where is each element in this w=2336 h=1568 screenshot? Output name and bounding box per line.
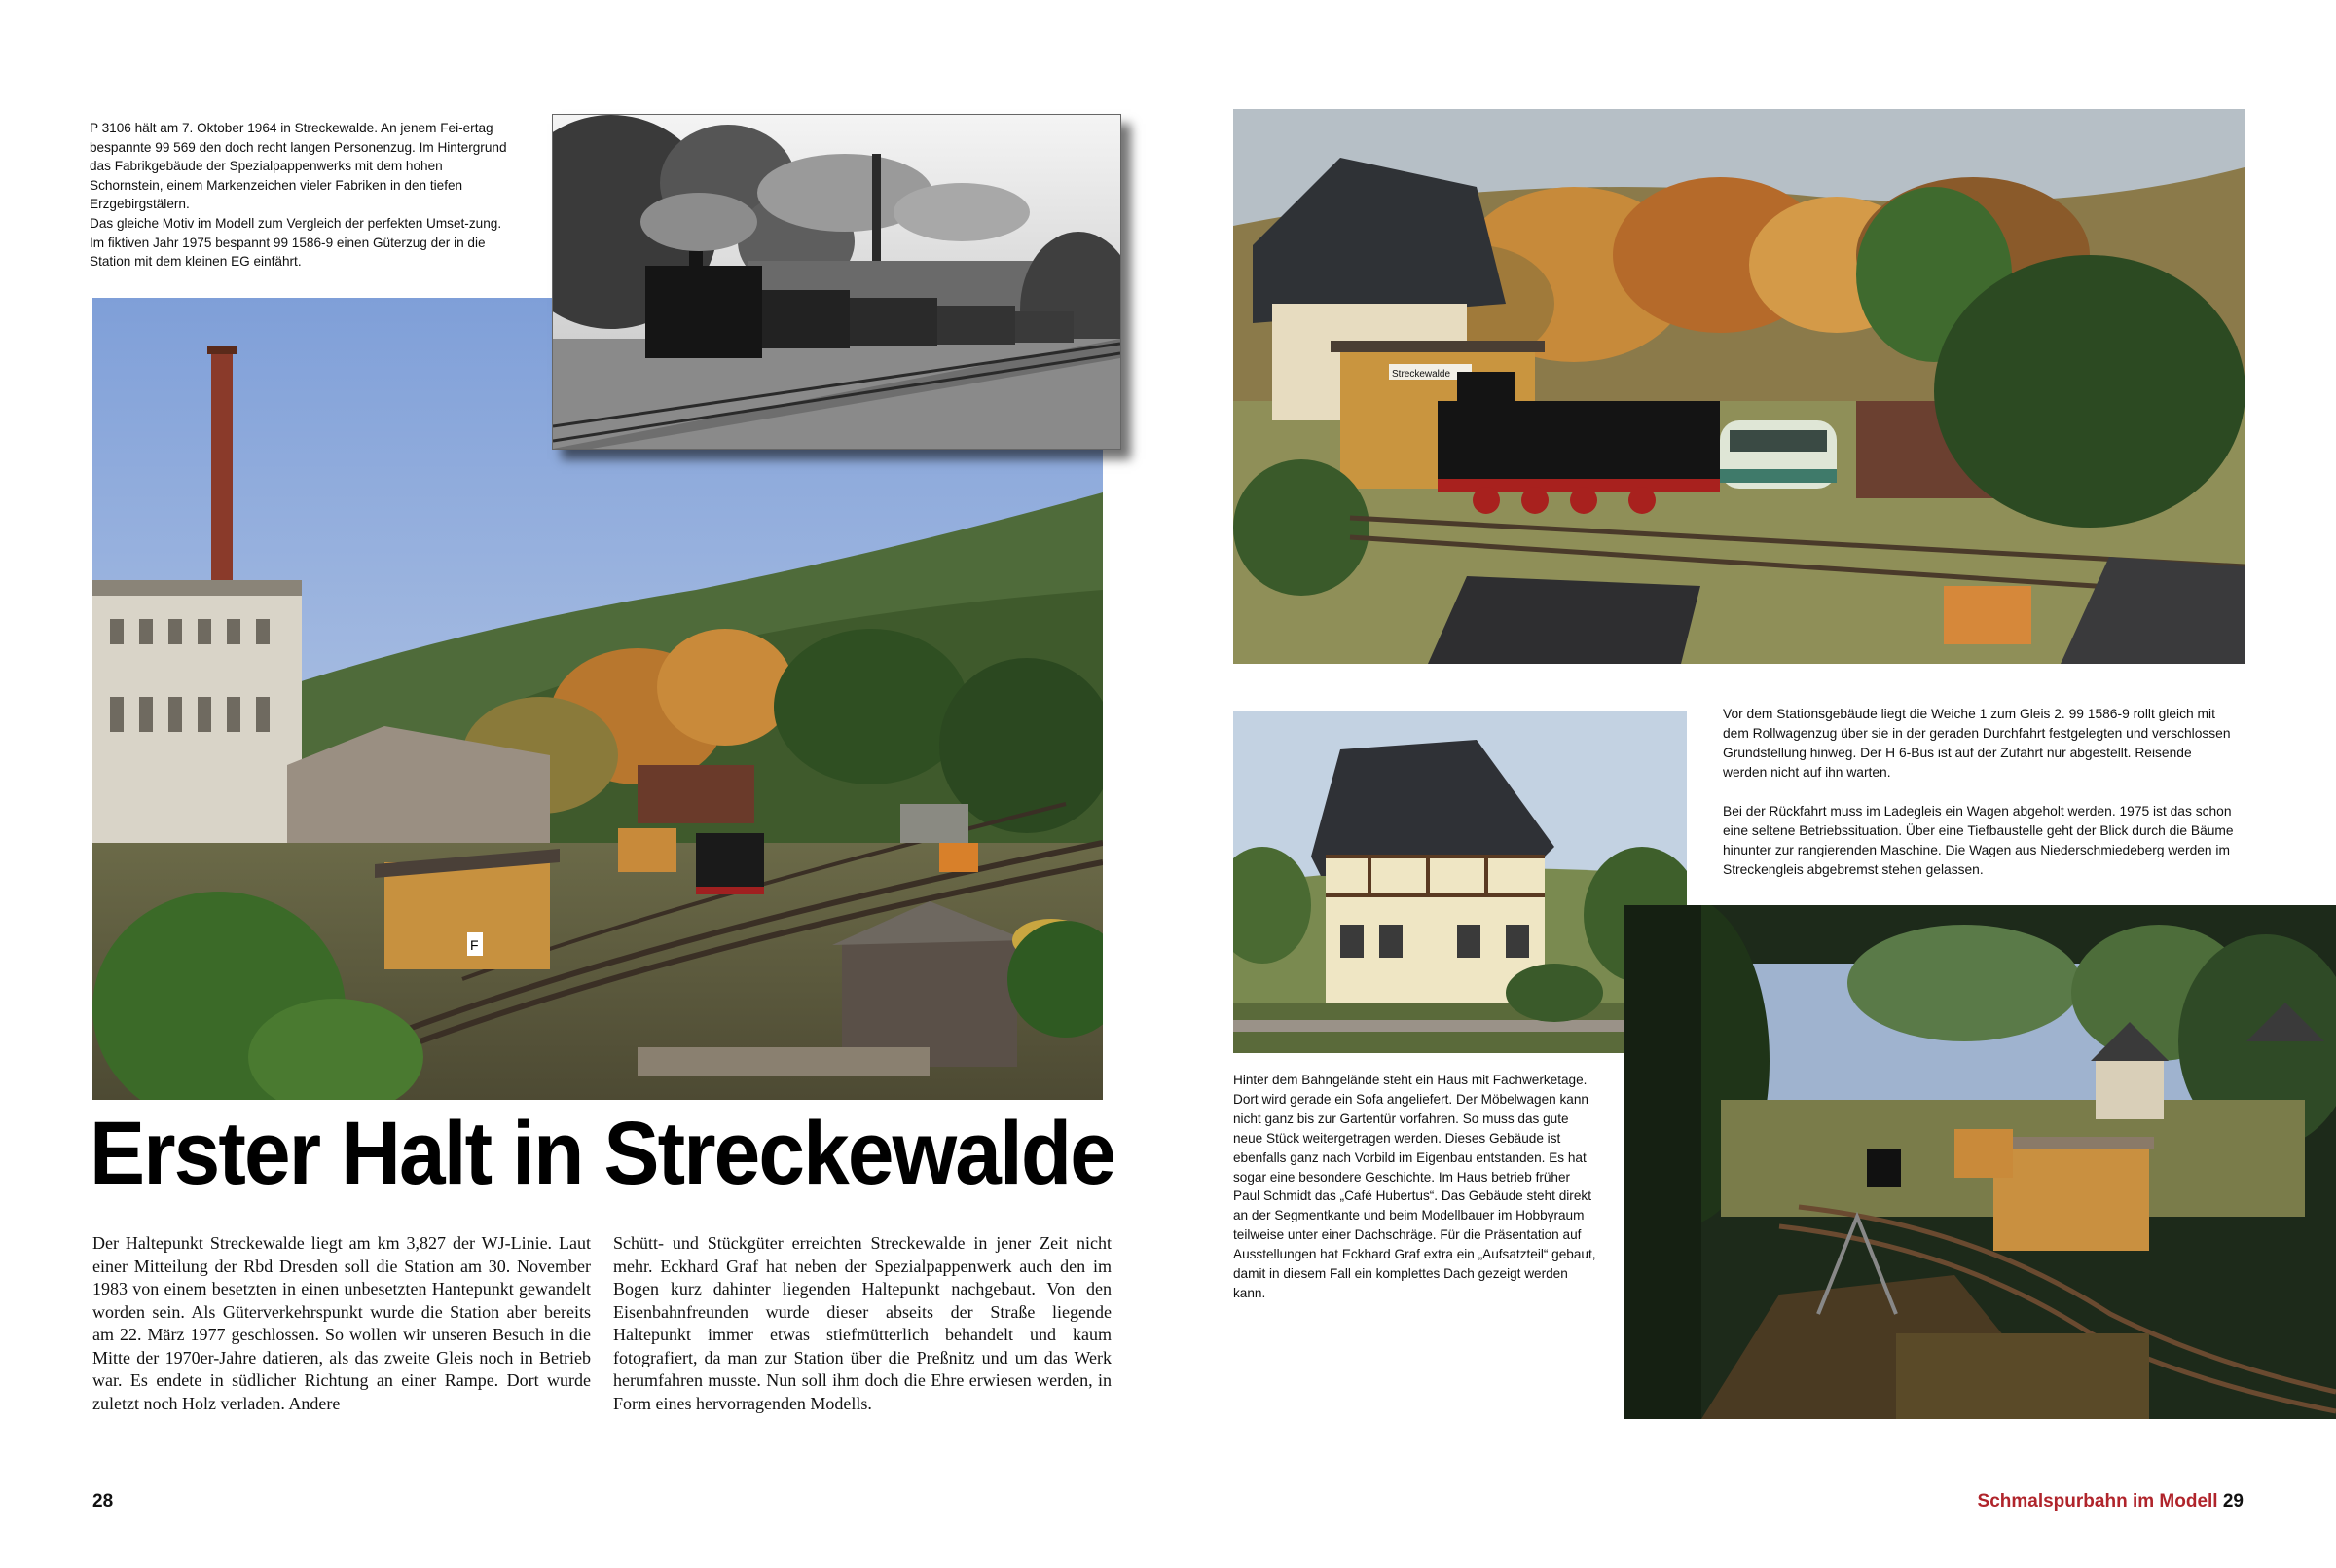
photo-historical-1964 bbox=[552, 114, 1121, 450]
caption-right-paragraph-1: Vor dem Stationsgebäude liegt die Weiche 1 zum Gleis 2. 99 1586-9 rollt gleich mit dem Rollwagenzug über sie in der geraden Durchfahrt festgelegten und verschlossen Grundstellung hinweg. Der H 6-Bus ist auf der Zufahrt nur abgestellt. Reisende werden nicht auf ihn warten. bbox=[1723, 707, 2231, 780]
station-sign-streckewalde: Streckewalde bbox=[1392, 369, 1451, 380]
station-sign-f: F bbox=[470, 937, 479, 953]
photo-station-train-bus bbox=[1233, 109, 2245, 664]
running-footer bbox=[1978, 1491, 2244, 1513]
caption-right-lower bbox=[1233, 1071, 1599, 1303]
caption-house-text: Hinter dem Bahngelände steht ein Haus mit Fachwerketage. Dort wird gerade ein Sofa angeliefert. Der Möbelwagen kann nicht ganz bis zur Gartentür vorfahren. So muss das gute neue Stück weitergetragen werden. Dieses Gebäude ist ebenfalls ganz nach Vorbild im Eigenbau entstanden. Es hat sogar eine besondere Geschichte. Im Haus betrieb früher Paul Schmidt das „Café Hubertus“. Das Gebäude steht direkt an der Segmentkante und beim Modellbauer im Hobbyraum teilweise unter einer Dachschräge. Für die Präsentation auf Ausstellungen hat Eckhard Graf extra ein „Aufsatzteil“ gebaut, damit in diesem Fall ein komplettes Dach gezeigt werden kann. bbox=[1233, 1073, 1596, 1300]
page-number-left: 28 bbox=[92, 1491, 114, 1512]
caption-top-left bbox=[90, 119, 518, 272]
body-text-column-1: Der Haltepunkt Streckewalde liegt am km 3,827 der WJ-Linie. Laut einer Mitteilung der Rbd Dresden soll die Station am 30. November 1983 von einem besetzten in einen unbesetzten Hantepunkt gewandelt worden sein. Als Güterverkehrspunkt wurde die Station aber bereits am 22. März 1977 geschlossen. So wollen wir unseren Besuch in die Mitte der 1970er-Jahre datieren, als das zweite Gleis noch in Betrieb war. Es endete in südlicher Richtung an einer Rampe. Dort wurde zuletzt noch Holz verladen. Andere bbox=[92, 1233, 591, 1413]
caption-paragraph-2: Das gleiche Motiv im Modell zum Vergleich der perfekten Umset-zung. Im fiktiven Jahr 1975 bespannt 99 1586-9 einen Güterzug der in die Station mit dem kleinen EG einfährt. bbox=[90, 215, 502, 270]
body-text-column-2: Schütt- und Stückgüter erreichten Streckewalde in jener Zeit nicht mehr. Eckhard Graf hat neben der Spezialpappenwerk auch den im Bogen kurz dahinter liegenden Haltepunkt nachgebaut. Von den Eisenbahnfreunden wurde dieser abseits der Straße liegende Haltepunkt immer etwas stiefmütterlich behandelt und kaum fotografiert, da man zur Station über die Preßnitz und um das Werk herumfahren musste. Nun soll ihm doch die Ehre erwiesen werden, in Form eines hervorragenden Modells. bbox=[613, 1233, 1112, 1413]
photo-half-timbered-house bbox=[1233, 711, 1687, 1053]
caption-paragraph-1: P 3106 hält am 7. Oktober 1964 in Streckewalde. An jenem Fei-ertag bespannte 99 569 den doch recht langen Personenzug. Im Hintergrund das Fabrikgebäude der Spezialpappenwerks mit dem hohen Schornstein, einem Markenzeichen vieler Fabriken in den tiefen Erzgebirgstälern. bbox=[90, 121, 507, 212]
photo-construction-site-shunting bbox=[1624, 905, 2336, 1419]
running-title: Schmalspurbahn im Modell bbox=[1977, 1491, 2218, 1512]
caption-right-paragraph-2: Bei der Rückfahrt muss im Ladegleis ein Wagen abgeholt werden. 1975 ist das schon eine seltene Betriebssituation. Über eine Tiefbaustelle geht der Blick durch die Bäume hinunter zur rangierenden Maschine. Die Wagen aus Niederschmiedeberg werden im Streckengleis abgebremst stehen gelassen. bbox=[1723, 804, 2234, 877]
article-headline: Erster Halt in Streckewalde bbox=[90, 1104, 1115, 1203]
page-number-right: 29 bbox=[2222, 1491, 2244, 1512]
caption-right-upper bbox=[1723, 705, 2239, 880]
